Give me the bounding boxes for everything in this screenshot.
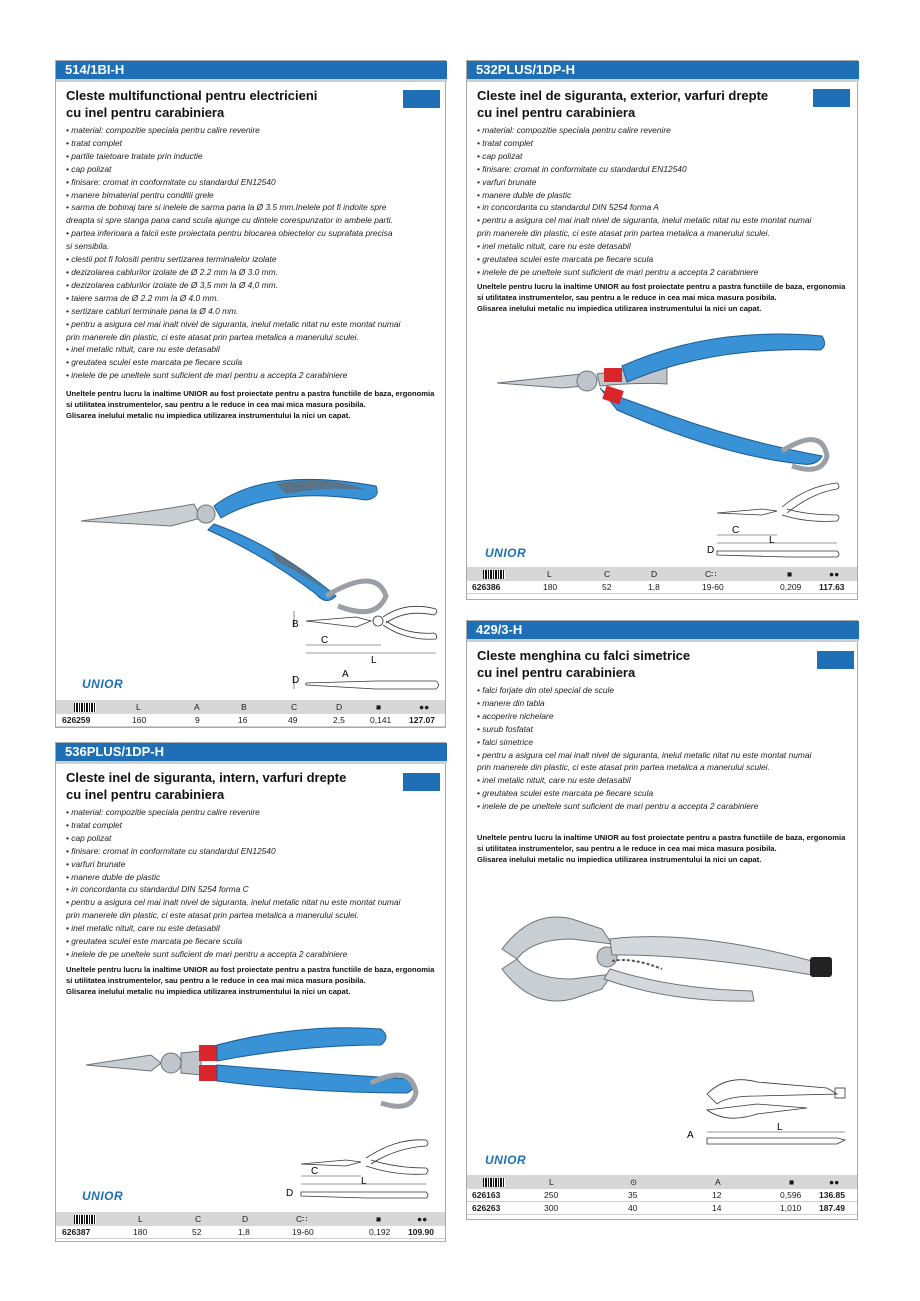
spec-item: • finisare: cromat in conformitate cu standardul EN12540 — [477, 163, 687, 174]
spec-item: • inel metalic nituit, care nu este detasabil — [477, 775, 631, 786]
spec-list — [477, 124, 811, 279]
col-header: A — [715, 1177, 721, 1187]
product-tag — [813, 89, 850, 107]
value-cell: 12 — [712, 1190, 722, 1200]
spec-table — [56, 700, 445, 728]
product-code-header: 514/1BI-H — [56, 61, 447, 79]
value-cell: 19-60 — [292, 1227, 314, 1237]
spec-item: • cap polizat — [66, 163, 112, 174]
dim-label-l: L — [777, 1122, 783, 1133]
circlip-pliers-photo — [81, 1023, 426, 1123]
spec-item: • sertizare cabluri terminale pana la Ø 4.0 mm. — [66, 305, 239, 316]
value-cell: 49 — [288, 715, 298, 725]
value-cell: 35 — [628, 1190, 638, 1200]
spec-item: • inelele de pe uneltele sunt suficient de mari pentru a accepta 2 carabiniere — [66, 370, 348, 381]
spec-item: • manere duble de plastic — [477, 189, 572, 200]
unior-logo: UNIOR — [485, 546, 527, 560]
value-cell: 1,8 — [648, 582, 660, 592]
barcode-icon — [74, 700, 96, 714]
value-cell: 160 — [132, 715, 147, 725]
note-line: Glisarea inelului metalic nu impiedica utilizarea instrumentului la nici un capat. — [477, 854, 762, 864]
spec-item: dreapta si spre stanga pana cand scula ajunge cu dintele corespunzator in ambele parti. — [66, 215, 393, 226]
article-code: 626259 — [62, 715, 91, 725]
spec-item: • manere din tabla — [477, 697, 545, 708]
spec-item: • greutatea sculei este marcata pe fiecare scula — [477, 254, 654, 265]
price-icon: ●● — [419, 702, 430, 712]
product-title-line: cu inel pentru carabiniera — [477, 665, 636, 680]
note-line: Uneltele pentru lucru la inaltime UNIOR au fost proiectate pentru a pastra functiile de baza, ergonomia — [477, 833, 846, 842]
col-header: L — [549, 1177, 554, 1187]
product-title — [66, 769, 346, 803]
price-value: 136.85 — [819, 1190, 845, 1200]
locking-pliers-photo — [492, 899, 837, 1039]
note-line: si utilitatea instrumentelor, sau pentru a le reduce in cea mai mica masura posibila. — [66, 399, 366, 409]
dim-label-d: D — [286, 1188, 294, 1199]
price-value: 117.63 — [819, 582, 845, 592]
spec-item: • inelele de pe uneltele sunt suficient de mari pentru a accepta 2 carabiniere — [66, 948, 348, 959]
article-code: 626387 — [62, 1227, 91, 1237]
spec-item: • pentru a asigura cel mai inalt nivel de siguranta, inelul metalic nitat nu este montat numai — [66, 897, 401, 908]
dim-label-d: D — [292, 675, 300, 686]
dimension-diagram — [286, 601, 446, 691]
col-header: D — [651, 569, 658, 579]
usage-note — [477, 282, 845, 315]
value-cell: 300 — [544, 1203, 559, 1213]
spec-item: • inelele de pe uneltele sunt suficient de mari pentru a accepta 2 carabiniere — [477, 266, 759, 277]
spec-item: • finisare: cromat in conformitate cu standardul EN12540 — [66, 176, 276, 187]
dim-label-l: L — [769, 535, 775, 546]
col-header: C — [291, 702, 298, 712]
product-code-header: 429/3-H — [467, 621, 859, 639]
value-cell: 0,209 — [780, 582, 802, 592]
price-icon: ●● — [829, 569, 840, 579]
product-title-line: Cleste inel de siguranta, intern, varfuri drepte — [66, 770, 347, 785]
product-panel-536 — [55, 742, 446, 1242]
spec-item: • dezizolarea cablurilor izolate de Ø 3,5 mm la Ø 4,0 mm. — [66, 279, 278, 290]
dim-label-a: A — [342, 669, 349, 680]
product-panel-532 — [466, 60, 858, 600]
value-cell: 180 — [543, 582, 558, 592]
col-header: D — [336, 702, 343, 712]
table-header — [467, 567, 857, 581]
spec-item: • falci forjate din otel special de scule — [477, 685, 615, 695]
product-title-line: Cleste inel de siguranta, exterior, varfuri drepte — [477, 88, 769, 103]
spec-item: prin manerele din plastic, ci este atasat prin partea metalica a manerului sculei. — [477, 228, 770, 239]
spec-table — [467, 567, 857, 595]
spec-list — [477, 684, 811, 813]
product-title-line: cu inel pentru carabiniera — [477, 105, 636, 120]
product-tag — [817, 651, 854, 669]
note-line: si utilitatea instrumentelor, sau pentru a le reduce in cea mai mica masura posibila. — [66, 975, 366, 985]
value-cell: 16 — [238, 715, 248, 725]
col-header: C — [195, 1214, 202, 1224]
value-cell: 0,141 — [370, 715, 392, 725]
spec-item: • in concordanta cu standardul DIN 5254 forma A — [477, 202, 659, 213]
col-header: L — [547, 569, 552, 579]
dim-label-a: A — [687, 1130, 694, 1141]
dim-label-l: L — [371, 655, 377, 666]
product-panel-429 — [466, 620, 858, 1220]
dimension-diagram — [687, 1074, 852, 1154]
spec-item: • inelele de pe uneltele sunt suficient de mari pentru a accepta 2 carabiniere — [477, 801, 759, 812]
table-row — [56, 714, 445, 727]
value-cell: 250 — [544, 1190, 559, 1200]
product-title-line: Cleste multifunctional pentru electricieni — [66, 88, 318, 103]
value-cell: 9 — [195, 715, 200, 725]
spec-item: si sensibila. — [66, 241, 110, 252]
circlip-pliers-photo — [492, 326, 837, 466]
spec-table — [56, 1212, 445, 1240]
product-code-header: 532PLUS/1DP-H — [467, 61, 859, 79]
value-cell: 2,5 — [333, 715, 345, 725]
product-tag — [403, 90, 440, 108]
value-cell: 52 — [602, 582, 612, 592]
spec-item: • greutatea sculei este marcata pe fiecare scula — [477, 788, 654, 799]
spec-item: • tratat complet — [66, 819, 122, 830]
spec-item: • cap polizat — [66, 832, 112, 843]
header-shadow — [56, 79, 447, 82]
spec-item: • finisare: cromat in conformitate cu standardul EN12540 — [66, 845, 276, 856]
barcode-icon — [483, 1175, 505, 1189]
spec-item: • inel metalic nituit, care nu este detasabil — [477, 241, 631, 252]
value-cell: 0,596 — [780, 1190, 802, 1200]
product-code-header: 536PLUS/1DP-H — [56, 743, 447, 761]
dim-label-c: C — [732, 525, 740, 536]
note-line: Glisarea inelului metalic nu impiedica utilizarea instrumentului la nici un capat. — [477, 303, 762, 313]
article-code: 626163 — [472, 1190, 501, 1200]
col-header: A — [194, 702, 200, 712]
spec-item: prin manerele din plastic, ci este atasat prin partea metalica a manerului sculei. — [66, 331, 359, 342]
spec-list — [66, 806, 400, 961]
price-icon: ●● — [829, 1177, 840, 1187]
unior-logo: UNIOR — [82, 677, 124, 691]
spec-item: • manere duble de plastic — [66, 871, 161, 882]
range-icon: C∷ — [296, 1214, 308, 1224]
spec-item: • tratat complet — [66, 137, 122, 148]
product-tag — [403, 773, 440, 791]
table-row — [467, 1202, 857, 1215]
value-cell: 14 — [712, 1203, 722, 1213]
barcode-icon — [74, 1212, 96, 1226]
dim-label-l: L — [361, 1176, 367, 1187]
note-line: Uneltele pentru lucru la inaltime UNIOR au fost proiectate pentru a pastra functiile de baza, ergonomia — [66, 965, 435, 974]
dim-label-c: C — [311, 1166, 319, 1177]
value-cell: 1,010 — [780, 1203, 802, 1213]
dimension-diagram — [286, 1136, 436, 1216]
product-title-line: cu inel pentru carabiniera — [66, 105, 225, 120]
note-line: Glisarea inelului metalic nu impiedica utilizarea instrumentului la nici un capat. — [66, 986, 351, 996]
spec-item: • acoperire nichelare — [477, 710, 554, 721]
dim-label-c: C — [321, 635, 329, 646]
dim-label-d: D — [707, 545, 715, 556]
col-header: C — [604, 569, 611, 579]
spec-item: • pentru a asigura cel mai inalt nivel de siguranta, inelul metalic nitat nu este montat numai — [477, 215, 812, 226]
spec-item: • cap polizat — [477, 150, 523, 161]
table-header — [56, 1212, 445, 1226]
weight-icon: ■ — [789, 1177, 795, 1187]
value-cell: 40 — [628, 1203, 638, 1213]
price-value: 109.90 — [408, 1227, 434, 1237]
spec-item: prin manerele din plastic, ci este atasat prin partea metalica a manerului sculei. — [477, 762, 770, 773]
col-header: L — [136, 702, 141, 712]
table-row — [56, 1226, 445, 1239]
spec-item: • falci simetrice — [477, 736, 533, 747]
spec-item: • manere bimaterial pentru conditii grele — [66, 189, 214, 200]
note-line: Glisarea inelului metalic nu impiedica utilizarea instrumentului la nici un capat. — [66, 410, 351, 420]
dimension-diagram — [707, 481, 847, 561]
weight-icon: ■ — [376, 1214, 382, 1224]
range-icon: C∷ — [705, 569, 717, 579]
product-title-line: cu inel pentru carabiniera — [66, 787, 225, 802]
spec-item: • in concordanta cu standardul DIN 5254 forma C — [66, 884, 249, 895]
unior-logo: UNIOR — [485, 1153, 527, 1167]
table-header — [56, 700, 445, 714]
pliers-photo — [76, 446, 426, 586]
spec-item: • partea inferioara a falcii este proiectata pentru blocarea obiectelor cu suprafata precisa — [66, 228, 393, 239]
spec-item: • sarma de bobinaj tare si inelele de sarma pana la Ø 3.5 mm.Inelele pot fi indoite spre — [66, 202, 387, 213]
weight-icon: ■ — [787, 569, 793, 579]
usage-note — [477, 833, 845, 866]
value-cell: 52 — [192, 1227, 202, 1237]
weight-icon: ■ — [376, 702, 382, 712]
spec-item: • inel metalic nituit, care nu este detasabil — [66, 923, 220, 934]
table-row — [467, 1189, 857, 1202]
spec-item: • material: compozitie speciala pentru calire revenire — [477, 125, 671, 135]
value-cell: 1,8 — [238, 1227, 250, 1237]
article-code: 626263 — [472, 1203, 501, 1213]
spec-item: • inel metalic nituit, care nu este detasabil — [66, 344, 220, 355]
header-shadow — [56, 761, 447, 764]
spec-table — [467, 1175, 857, 1217]
spec-item: • greutatea sculei este marcata pe fiecare scula — [66, 357, 243, 368]
spec-item: • material: compozitie speciala pentru calire revenire — [66, 125, 260, 135]
product-title-line: Cleste menghina cu falci simetrice — [477, 648, 691, 663]
price-value: 127.07 — [409, 715, 435, 725]
barcode-icon — [483, 567, 505, 581]
value-cell: 180 — [133, 1227, 148, 1237]
spec-item: • varfuri brunate — [477, 176, 537, 187]
usage-note — [66, 965, 434, 998]
note-line: si utilitatea instrumentelor, sau pentru a le reduce in cea mai mica masura posibila. — [477, 843, 777, 853]
spec-item: prin manerele din plastic, ci este atasat prin partea metalica a manerului sculei. — [66, 910, 359, 921]
value-cell: 0,192 — [369, 1227, 391, 1237]
spec-item: • varfuri brunate — [66, 858, 126, 869]
spec-item: • tratat complet — [477, 137, 533, 148]
table-header — [467, 1175, 857, 1189]
article-code: 626386 — [472, 582, 501, 592]
jaw-opening-icon: ⊙ — [630, 1177, 638, 1187]
product-title — [477, 647, 690, 681]
header-shadow — [467, 79, 859, 82]
spec-list — [66, 124, 400, 382]
price-value: 187.49 — [819, 1203, 845, 1213]
note-line: Uneltele pentru lucru la inaltime UNIOR au fost proiectate pentru a pastra functiile de baza, ergonomia — [66, 389, 435, 398]
spec-item: • pentru a asigura cel mai inalt nivel de siguranta, inelul metalic nitat nu este montat numai — [477, 749, 812, 760]
dim-label-b: B — [292, 619, 299, 630]
spec-item: • partile taietoare tratate prin inductie — [66, 150, 203, 161]
spec-item: • greutatea sculei este marcata pe fiecare scula — [66, 936, 243, 947]
product-title — [477, 87, 768, 121]
spec-item: • pentru a asigura cel mai inalt nivel de siguranta, inelul metalic nitat nu este montat numai — [66, 318, 401, 329]
usage-note — [66, 389, 434, 422]
value-cell: 19-60 — [702, 582, 724, 592]
header-shadow — [467, 639, 859, 642]
product-panel-514 — [55, 60, 446, 728]
note-line: si utilitatea instrumentelor, sau pentru a le reduce in cea mai mica masura posibila. — [477, 292, 777, 302]
table-row — [467, 581, 857, 594]
col-header: D — [242, 1214, 249, 1224]
spec-item: • clestii pot fi folositi pentru sertizarea terminalelor izolate — [66, 254, 277, 265]
spec-item: • surub fosfatat — [477, 723, 534, 734]
price-icon: ●● — [417, 1214, 428, 1224]
unior-logo: UNIOR — [82, 1189, 124, 1203]
col-header: L — [138, 1214, 143, 1224]
product-title — [66, 87, 317, 121]
spec-item: • taiere sarma de Ø 2.2 mm la Ø 4.0 mm. — [66, 292, 219, 303]
spec-item: • material: compozitie speciala pentru calire revenire — [66, 807, 260, 817]
note-line: Uneltele pentru lucru la inaltime UNIOR au fost proiectate pentru a pastra functiile de baza, ergonomia — [477, 282, 846, 291]
col-header: B — [241, 702, 247, 712]
spec-item: • dezizolarea cablurilor izolate de Ø 2.2 mm la Ø 3.0 mm. — [66, 266, 278, 277]
